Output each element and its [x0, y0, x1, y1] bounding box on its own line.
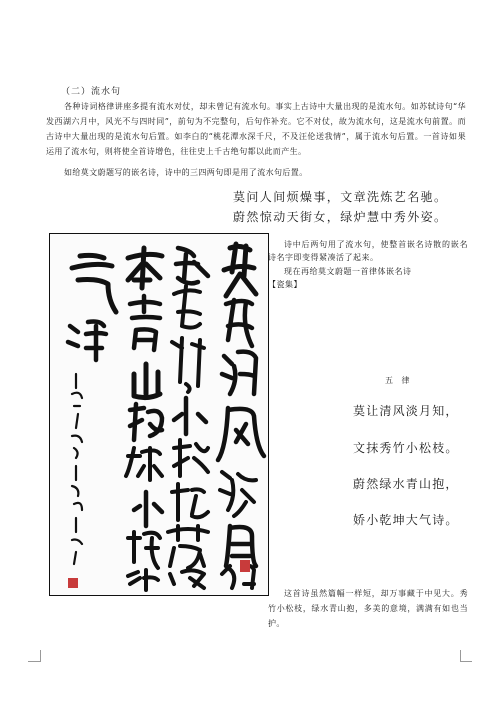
calligraphy-image	[50, 234, 268, 595]
analysis-note: 诗中后两句用了流水句，使整首嵌名诗散的嵌名诗名字即变得紧凑活了起来。	[268, 240, 468, 262]
section-heading: （二）流水句	[61, 87, 122, 97]
top-poem-line-1: 莫问人间烦燥事，文章洗炼艺名驰。	[233, 190, 448, 204]
example-paragraph: 如给莫文蔚题写的嵌名诗，诗中的三四两句即是用了流水句后置。	[64, 168, 308, 177]
top-poem-line-2: 蔚然惊动天街女，绿炉慧中秀外姿。	[233, 210, 448, 224]
collection-label: 【瓷集】	[268, 280, 302, 289]
crop-mark	[28, 661, 40, 662]
crop-mark	[40, 650, 41, 662]
poem-line: 蔚然绿水青山抱，	[353, 477, 459, 491]
poem-line: 莫让清风淡月知，	[353, 404, 459, 418]
poem-line: 娇小乾坤大气诗。	[353, 513, 459, 527]
intro-paragraph: 各种诗词格律讲座多提有流水对仗，却未曾记有流水句。事实上古诗中大量出现的是流水句。如苏轼诗句“华发西湖六月中，风光不与四时同”，前句为不完整句，后句作补充。它不对仗，故为流水句，这是流水句前置。而古诗中大量出现的是流水句后置。如李白的“桃花潭水深千尺，不及汪伦送我情”，属于流水句后置。一首诗如果运用了流水句，则将使全首诗增色，往往史上千古绝句都以此而产生。	[46, 102, 466, 156]
calligraphy-artwork	[49, 233, 269, 596]
poem-title: 五 律	[385, 376, 413, 385]
poem-line: 文抹秀竹小松枝。	[353, 441, 459, 455]
next-poem-intro: 现在再给莫文蔚题一首律体嵌名诗	[284, 267, 412, 276]
crop-mark	[460, 661, 472, 662]
poem-commentary: 这首诗虽然篇幅一样短，却万事藏于中见大。秀竹小松枝，绿水青山抱，多美的意境，满满有如也当护。	[268, 589, 468, 628]
